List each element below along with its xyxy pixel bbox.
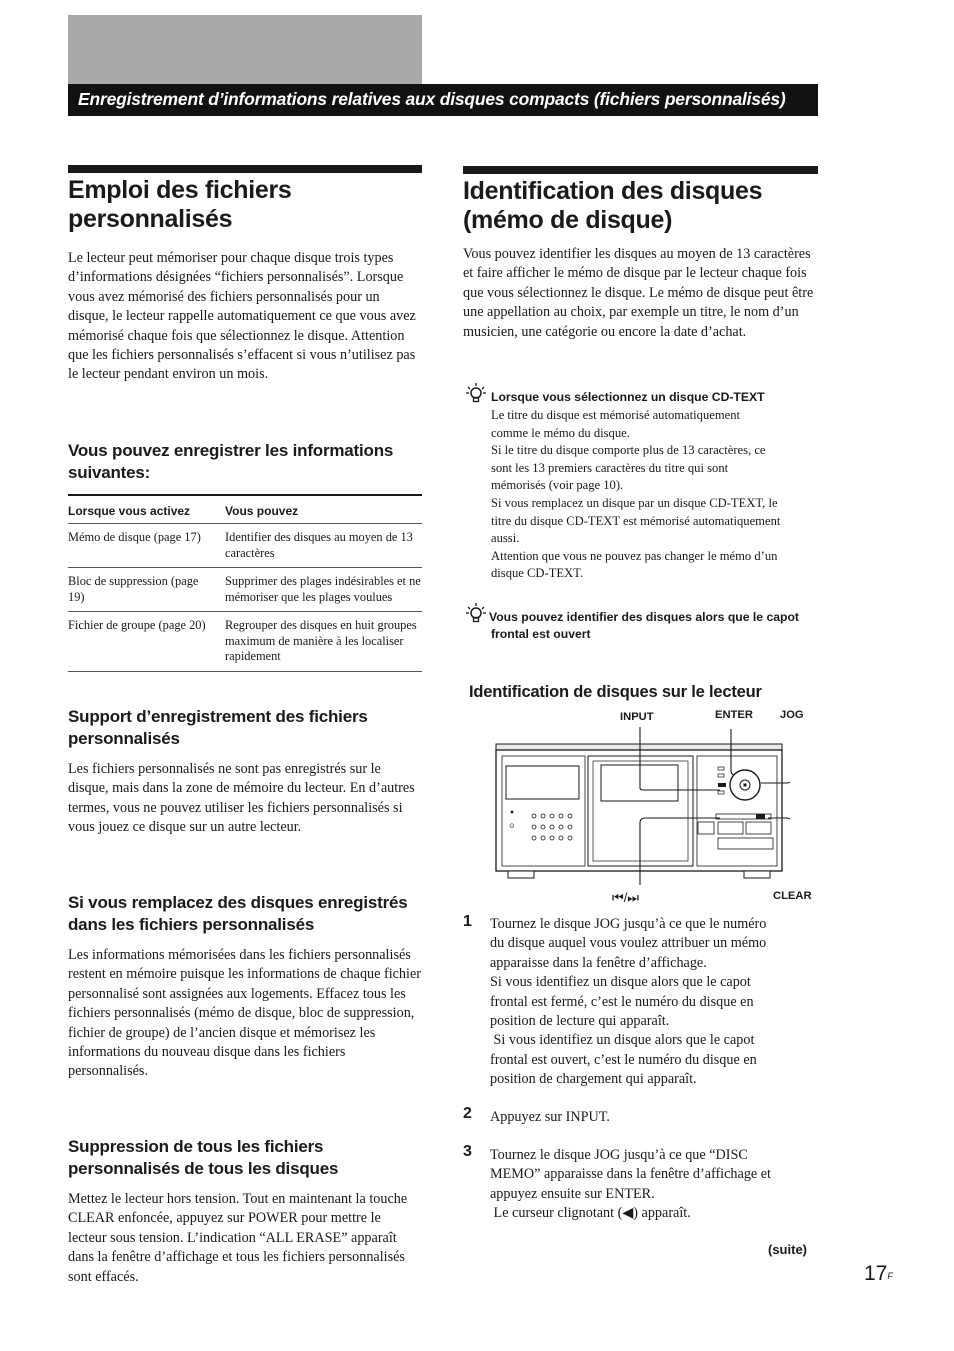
right-title-line2: (mémo de disque) [463, 206, 673, 234]
tip-lightbulb-icon [465, 602, 487, 626]
right-title-line1: Identification des disques [463, 177, 763, 205]
step-line: appuyez ensuite sur ENTER. [490, 1185, 655, 1202]
section-banner-text: Enregistrement d’informations relatives aux disques compacts (fichiers personnalisés) [78, 89, 786, 109]
tip1-line: mémorisés (voir page 10). [491, 478, 624, 493]
tip2-line1: Vous pouvez identifier des disques alors que le capot [489, 610, 799, 624]
files-table [68, 497, 422, 672]
left-title-rule [68, 165, 422, 173]
svg-text:⊙: ⊙ [509, 822, 515, 830]
replace-heading-line1: Si vous remplacez des disques enregistrés [68, 893, 408, 912]
page-suffix: F [887, 1271, 893, 1281]
step-line: Si vous identifiez un disque alors que le capot [490, 974, 751, 991]
step-2-text [490, 1108, 820, 1127]
right-intro: Vous pouvez identifier les disques au moyen de 13 caractères et faire afficher le mémo de disque par le lecteur chaque fois que vous sélectionnez le disque. Le mémo de disque peut être une appellation au choix, par exemple un titre, le nom d’un musicien, une catégorie ou encore la date d’achat. [463, 246, 814, 340]
tip1-line: Le titre du disque est mémorisé automatiquement [491, 408, 741, 422]
tip1-line: titre du disque CD-TEXT est mémorisé automatiquement [491, 513, 781, 528]
left-title-line1: Emploi des fichiers [68, 176, 292, 204]
tip1-body [491, 407, 826, 583]
tip1-line: comme le mémo du disque. [491, 425, 630, 440]
replace-heading-line2: dans les fichiers personnalisés [68, 915, 315, 934]
step-line: apparaisse dans la fenêtre d’affichage. [490, 954, 707, 971]
table-cell: Supprimer des plages indésirables et ne mémoriser que les plages voulues [225, 568, 422, 612]
step-line: Appuyez sur INPUT. [490, 1109, 610, 1125]
left-intro: Le lecteur peut mémoriser pour chaque disque trois types d’informations désignées “fichiers personnalisés”. Lorsque vous avez mémorisé des fichiers personnalisés pour un disque, le lecteur rappelle automatiquement ce que vous avez mémorisé chaque fois que sélectionnez le disque. Attention que les fichiers personnalisés s’effacent si vous n’utilisez pas le lecteur pendant environ un mois. [68, 250, 416, 383]
step-3-text [490, 1146, 820, 1224]
step-number: 2 [463, 1105, 472, 1122]
step-line: Le curseur clignotant (◀) apparaît. [490, 1205, 691, 1222]
support-heading [68, 706, 422, 750]
tip1-line: Attention que vous ne pouvez pas changer le mémo d’un [491, 548, 778, 563]
table-col1-header: Lorsque vous activez [68, 504, 191, 518]
tip1-line: aussi. [491, 531, 520, 546]
step-1-text [490, 915, 820, 1090]
suite-label: (suite) [768, 1242, 807, 1257]
step-line: position de lecture qui apparaît. [490, 1013, 670, 1030]
table-row [68, 524, 422, 568]
page-number [864, 1262, 893, 1286]
tip2-line2: frontal est ouvert [491, 627, 591, 641]
table-row [68, 612, 422, 672]
tip1-line: sont les 13 premiers caractères du titre qui sont [491, 460, 729, 475]
erase-heading-line2: personnalisés de tous les disques [68, 1159, 339, 1178]
tip1-line: Si le titre du disque comporte plus de 13 caractères, ce [491, 443, 766, 458]
erase-text: Mettez le lecteur hors tension. Tout en maintenant la touche CLEAR enfoncée, appuyez sur POWER pour mettre le lecteur sous tension. L’indication “ALL ERASE” apparaît dans la fenêtre d’affichage et tous les fichiers personnalisés sont effacés. [68, 1191, 408, 1285]
table-cell: Fichier de groupe (page 20) [68, 612, 225, 672]
support-heading-line1: Support d’enregistrement des fichiers [68, 707, 368, 726]
table-row [68, 568, 422, 612]
label-jog: JOG [780, 709, 804, 721]
table-cell: Bloc de suppression (page 19) [68, 568, 225, 612]
step-line: Tournez le disque JOG jusqu’à ce que “DISC [490, 1147, 748, 1163]
step-number: 1 [463, 913, 472, 930]
cd-player-illustration [490, 725, 790, 885]
left-title [68, 176, 422, 234]
table-cell: Mémo de disque (page 17) [68, 524, 225, 568]
support-text: Les fichiers personnalisés ne sont pas enregistrés sur le disque, mais dans la zone de mémoire du lecteur. En d’autres termes, vous ne pouvez utiliser les fichiers personnalisés si vous jouez ce disque sur un autre lecteur. [68, 761, 415, 836]
right-title [463, 177, 823, 235]
tip1-line: disque CD-TEXT. [491, 566, 584, 581]
label-skip: ⏮/⏭ [612, 890, 640, 905]
header-gray-block [68, 15, 422, 85]
label-input: INPUT [620, 711, 654, 723]
support-heading-line2: personnalisés [68, 729, 180, 748]
step-line: du disque auquel vous voulez attribuer un mémo [490, 935, 767, 952]
erase-heading [68, 1136, 422, 1180]
table-heading-line1: Vous pouvez enregistrer les informations [68, 441, 394, 460]
step-line: Si vous identifiez un disque alors que le capot [490, 1032, 755, 1049]
step-number: 3 [463, 1143, 472, 1160]
step-line: frontal est fermé, c’est le numéro du disque en [490, 993, 754, 1010]
lecteur-heading-text: Identification de disques sur le lecteur [469, 683, 762, 701]
replace-text: Les informations mémorisées dans les fichiers personnalisés restent en mémoire puisque les informations de chaque fichier personnalisé sont assignées aux logements. Effacez tous les fichiers personnalisés (mémo de disque, bloc de suppression, fichier de groupe) de l’ancien disque et mémorisez les informations du nouveau disque dans les fichiers personnalisés. [68, 947, 421, 1080]
table-heading-line2: suivantes: [68, 463, 151, 482]
lecteur-heading [469, 681, 819, 703]
step-line: Tournez le disque JOG jusqu’à ce que le numéro [490, 916, 767, 932]
left-title-line2: personnalisés [68, 205, 233, 233]
erase-heading-line1: Suppression de tous les fichiers [68, 1137, 324, 1156]
table-header-row [68, 497, 422, 524]
table-cell: Identifier des disques au moyen de 13 caractères [225, 524, 422, 568]
tip1-title: Lorsque vous sélectionnez un disque CD-TEXT [491, 390, 765, 404]
table-top-rule [68, 494, 422, 496]
replace-heading [68, 892, 428, 936]
table-heading [68, 440, 422, 484]
step-line: MEMO” apparaisse dans la fenêtre d’affichage et [490, 1166, 771, 1183]
step-line: frontal est ouvert, c’est le numéro du disque en [490, 1051, 757, 1068]
label-enter: ENTER [715, 709, 753, 721]
right-title-rule [463, 166, 818, 174]
table-col2-header: Vous pouvez [225, 504, 299, 518]
step-line: position de chargement qui apparaît. [490, 1071, 697, 1088]
page-number-value: 17 [864, 1262, 888, 1285]
label-clear: CLEAR [773, 890, 812, 902]
tip2-title [489, 609, 824, 643]
tip1-line: Si vous remplacez un disque par un disque CD-TEXT, le [491, 495, 778, 510]
table-cell: Regrouper des disques en huit groupes maximum de manière à les localiser rapidement [225, 612, 422, 672]
tip-lightbulb-icon [465, 382, 487, 406]
